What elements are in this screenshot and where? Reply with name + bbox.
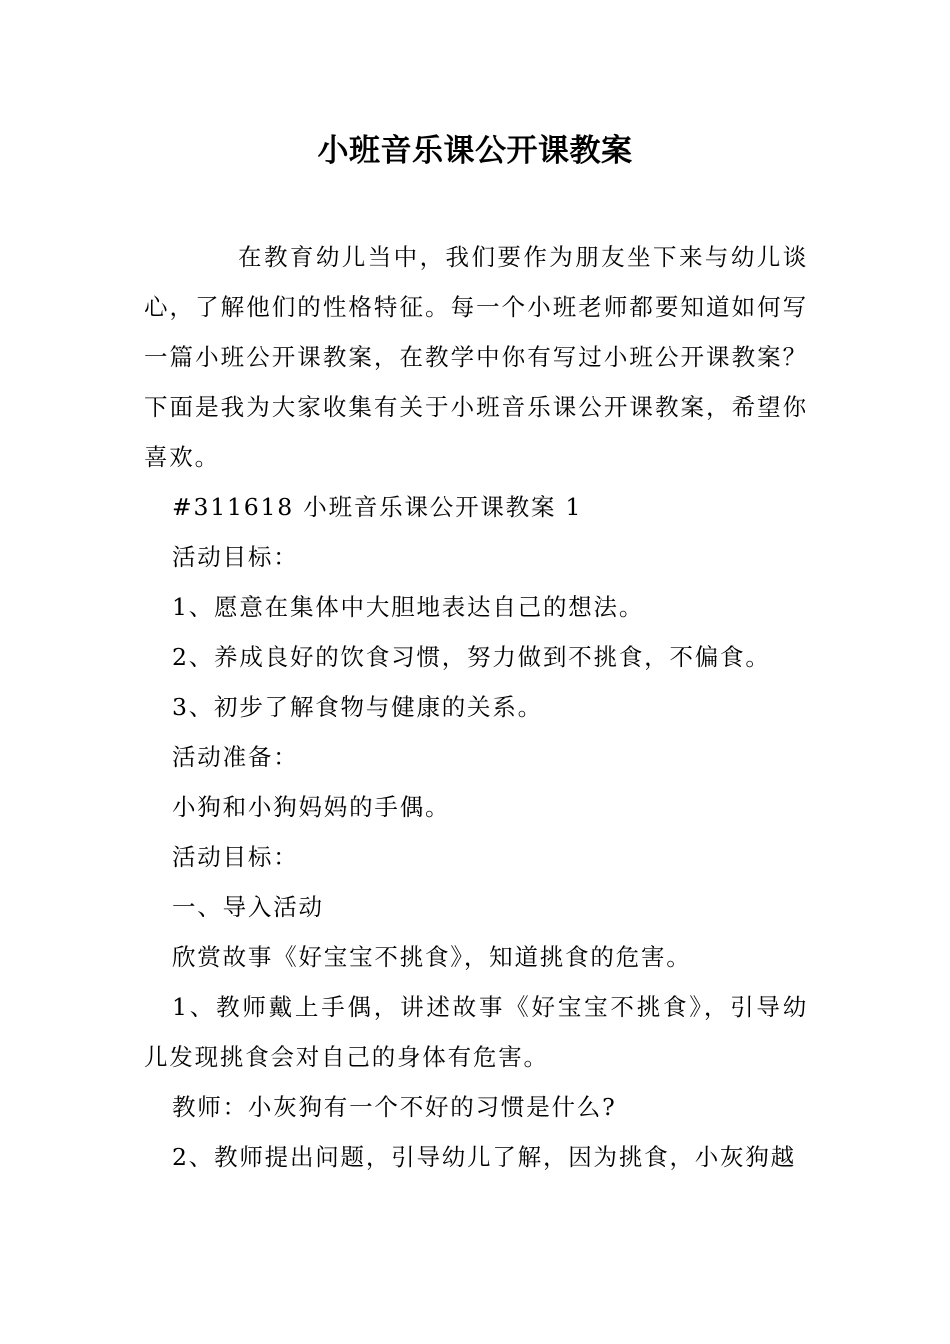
step-2-paragraph: 2、教师提出问题，引导幼儿了解，因为挑食，小灰狗越	[172, 1143, 796, 1171]
process-label: 活动目标：	[172, 843, 299, 871]
step-text: 欣赏故事《好宝宝不挑食》，知道挑食的危害。	[172, 943, 692, 971]
prep-text: 小狗和小狗妈妈的手偶。	[172, 793, 451, 821]
goal-item-3: 3、初步了解食物与健康的关系。	[172, 693, 543, 721]
step-1-paragraph: 1、教师戴上手偶，讲述故事《好宝宝不挑食》，引导幼儿发现挑食会对自己的身体有危害。	[144, 993, 808, 1071]
document-title: 小班音乐课公开课教案	[317, 133, 633, 169]
section-heading: #311618 小班音乐课公开课教案 1	[172, 493, 583, 521]
goal-item-1: 1、愿意在集体中大胆地表达自己的想法。	[172, 593, 645, 621]
prep-label: 活动准备：	[172, 743, 299, 771]
goal-item-2: 2、养成良好的饮食习惯，努力做到不挑食，不偏食。	[172, 643, 771, 671]
step-heading: 一、导入活动	[172, 893, 324, 921]
intro-paragraph: 在教育幼儿当中，我们要作为朋友坐下来与幼儿谈心，了解他们的性格特征。每一个小班老师都要知道如何写一篇小班公开课教案，在教学中你有写过小班公开课教案？下面是我为大家收集有关于小班音乐课公开课教案，希望你喜欢。	[144, 243, 808, 471]
goals-label: 活动目标：	[172, 543, 299, 571]
teacher-question: 教师：小灰狗有一个不好的习惯是什么?	[172, 1093, 617, 1121]
